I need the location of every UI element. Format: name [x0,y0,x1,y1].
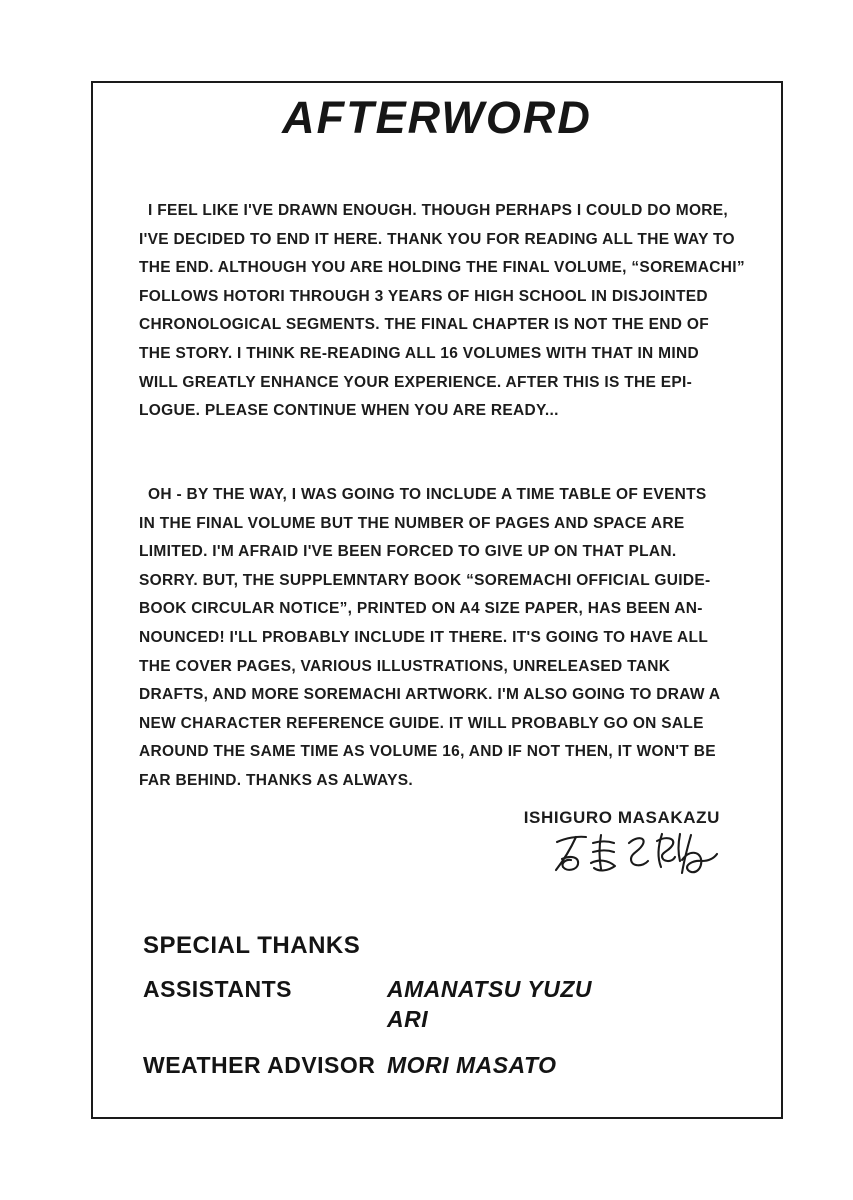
credit-name: ARI [387,1006,429,1032]
text-line: WILL GREATLY ENHANCE YOUR EXPERIENCE. AFTER THIS IS THE EPI- [139,373,693,391]
text-line: LOGUE. PLEASE CONTINUE WHEN YOU ARE READY... [139,402,559,420]
credit-name: AMANATSU YUZU [387,976,592,1002]
afterword-paragraph-1 [139,197,779,426]
text-line: IN THE FINAL VOLUME BUT THE NUMBER OF PAGES AND SPACE ARE [139,514,685,532]
text-line: FAR BEHIND. THANKS AS ALWAYS. [139,771,413,789]
text-line: BOOK CIRCULAR NOTICE”, PRINTED ON A4 SIZE PAPER, HAS BEEN AN- [139,600,703,618]
text-line: THE COVER PAGES, VARIOUS ILLUSTRATIONS, UNRELEASED TANK [139,657,671,675]
credit-role-assistants: ASSISTANTS [143,976,292,1002]
text-line: THE END. ALTHOUGH YOU ARE HOLDING THE FINAL VOLUME, “SOREMACHI” [139,259,745,277]
text-line: CHRONOLOGICAL SEGMENTS. THE FINAL CHAPTER IS NOT THE END OF [139,316,709,334]
text-line: SORRY. BUT, THE SUPPLEMNTARY BOOK “SOREMACHI OFFICIAL GUIDE- [139,571,711,589]
author-signature-icon [549,826,721,880]
special-thanks-heading: SPECIAL THANKS [143,932,361,959]
text-line: OH - BY THE WAY, I WAS GOING TO INCLUDE A TIME TABLE OF EVENTS [148,486,707,503]
credit-name: MORI MASATO [387,1052,557,1078]
afterword-paragraph-2 [139,481,779,796]
text-line: LIMITED. I'M AFRAID I'VE BEEN FORCED TO GIVE UP ON THAT PLAN. [139,543,677,561]
credit-role-weather-advisor: WEATHER ADVISOR [143,1052,376,1078]
text-line: I FEEL LIKE I'VE DRAWN ENOUGH. THOUGH PERHAPS I COULD DO MORE, [148,202,729,219]
text-line: NOUNCED! I'LL PROBABLY INCLUDE IT THERE. IT'S GOING TO HAVE ALL [139,628,709,646]
text-line: FOLLOWS HOTORI THROUGH 3 YEARS OF HIGH SCHOOL IN DISJOINTED [139,287,708,305]
text-line: AROUND THE SAME TIME AS VOLUME 16, AND IF NOT THEN, IT WON'T BE [139,743,716,761]
text-line: I'VE DECIDED TO END IT HERE. THANK YOU FOR READING ALL THE WAY TO [139,230,735,248]
text-line: DRAFTS, AND MORE SOREMACHI ARTWORK. I'M ALSO GOING TO DRAW A [139,686,721,704]
page-title: AFTERWORD [282,92,592,143]
text-line: NEW CHARACTER REFERENCE GUIDE. IT WILL PROBABLY GO ON SALE [139,714,704,732]
text-line: THE STORY. I THINK RE-READING ALL 16 VOLUMES WITH THAT IN MIND [139,344,699,362]
author-credit: ISHIGURO MASAKAZU [523,808,720,827]
